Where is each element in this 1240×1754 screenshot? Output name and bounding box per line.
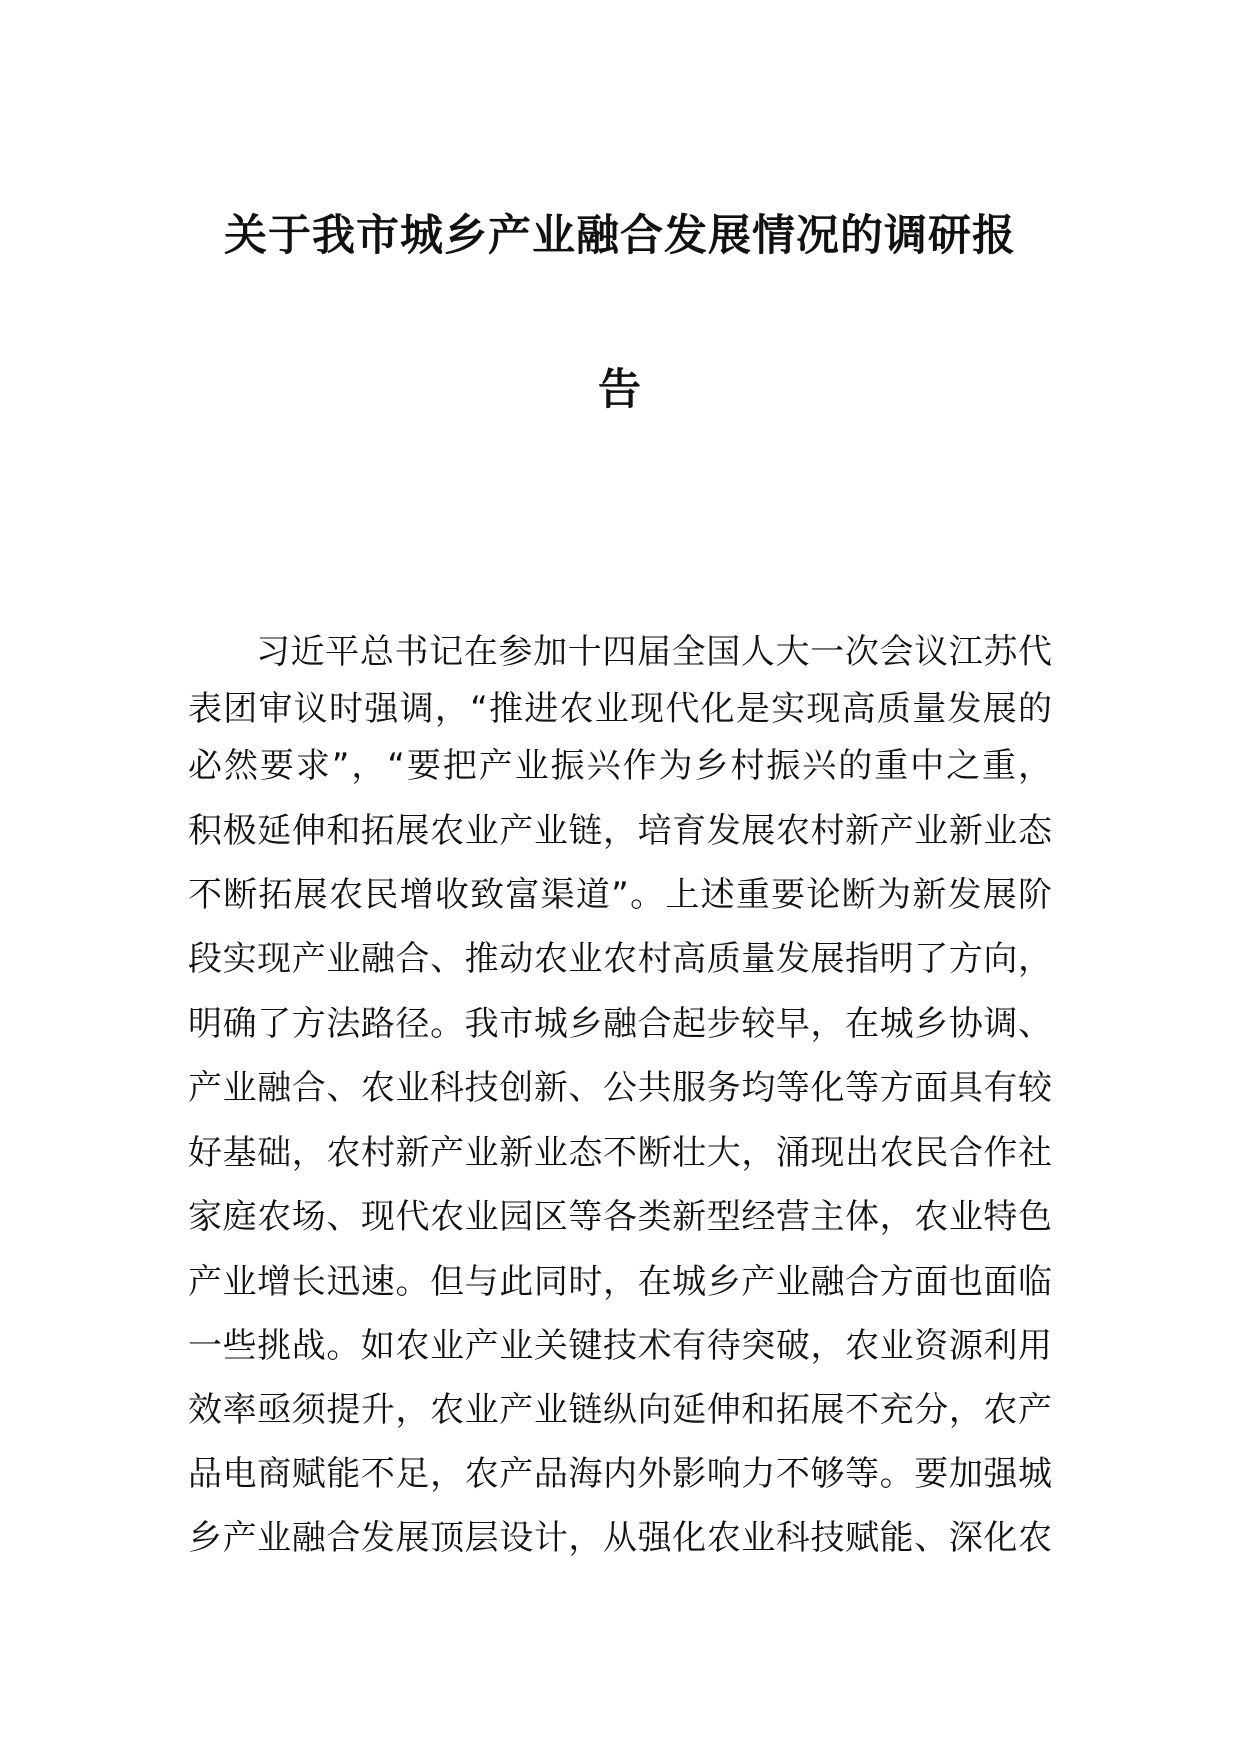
body-text-line: 积极延伸和拓展农业产业链，培育发展农村新产业新业态 xyxy=(188,811,1052,851)
body-text-line: 必然要求”，“要把产业振兴作为乡村振兴的重中之重， xyxy=(188,746,1052,786)
body-text-line: 不断拓展农民增收致富渠道”。上述重要论断为新发展阶 xyxy=(188,875,1052,915)
body-text-line: 明确了方法路径。我市城乡融合起步较早，在城乡协调、 xyxy=(188,1004,1052,1044)
body-text-line: 段实现产业融合、推动农业农村高质量发展指明了方向， xyxy=(188,939,1052,979)
document-title-line-1: 关于我市城乡产业融合发展情况的调研报 xyxy=(224,211,1016,261)
body-text-line: 一些挑战。如农业产业关键技术有待突破，农业资源利用 xyxy=(188,1326,1052,1366)
body-text-line: 好基础，农村新产业新业态不断壮大，涌现出农民合作社 xyxy=(188,1133,1052,1173)
body-text-line: 习近平总书记在参加十四届全国人大一次会议江苏代 xyxy=(256,632,1052,672)
body-text-line: 产业融合、农业科技创新、公共服务均等化等方面具有较 xyxy=(188,1068,1052,1108)
body-text-line: 效率亟须提升，农业产业链纵向延伸和拓展不充分，农产 xyxy=(188,1390,1052,1430)
body-text-line: 品电商赋能不足，农产品海内外影响力不够等。要加强城 xyxy=(188,1454,1052,1494)
body-text-line: 产业增长迅速。但与此同时，在城乡产业融合方面也面临 xyxy=(188,1262,1052,1302)
body-text-line: 家庭农场、现代农业园区等各类新型经营主体，农业特色 xyxy=(188,1197,1052,1237)
document-title-line-2: 告 xyxy=(598,365,642,415)
body-text-line: 表团审议时强调，“推进农业现代化是实现高质量发展的 xyxy=(188,689,1052,729)
body-text-line: 乡产业融合发展顶层设计，从强化农业科技赋能、深化农 xyxy=(188,1518,1052,1558)
